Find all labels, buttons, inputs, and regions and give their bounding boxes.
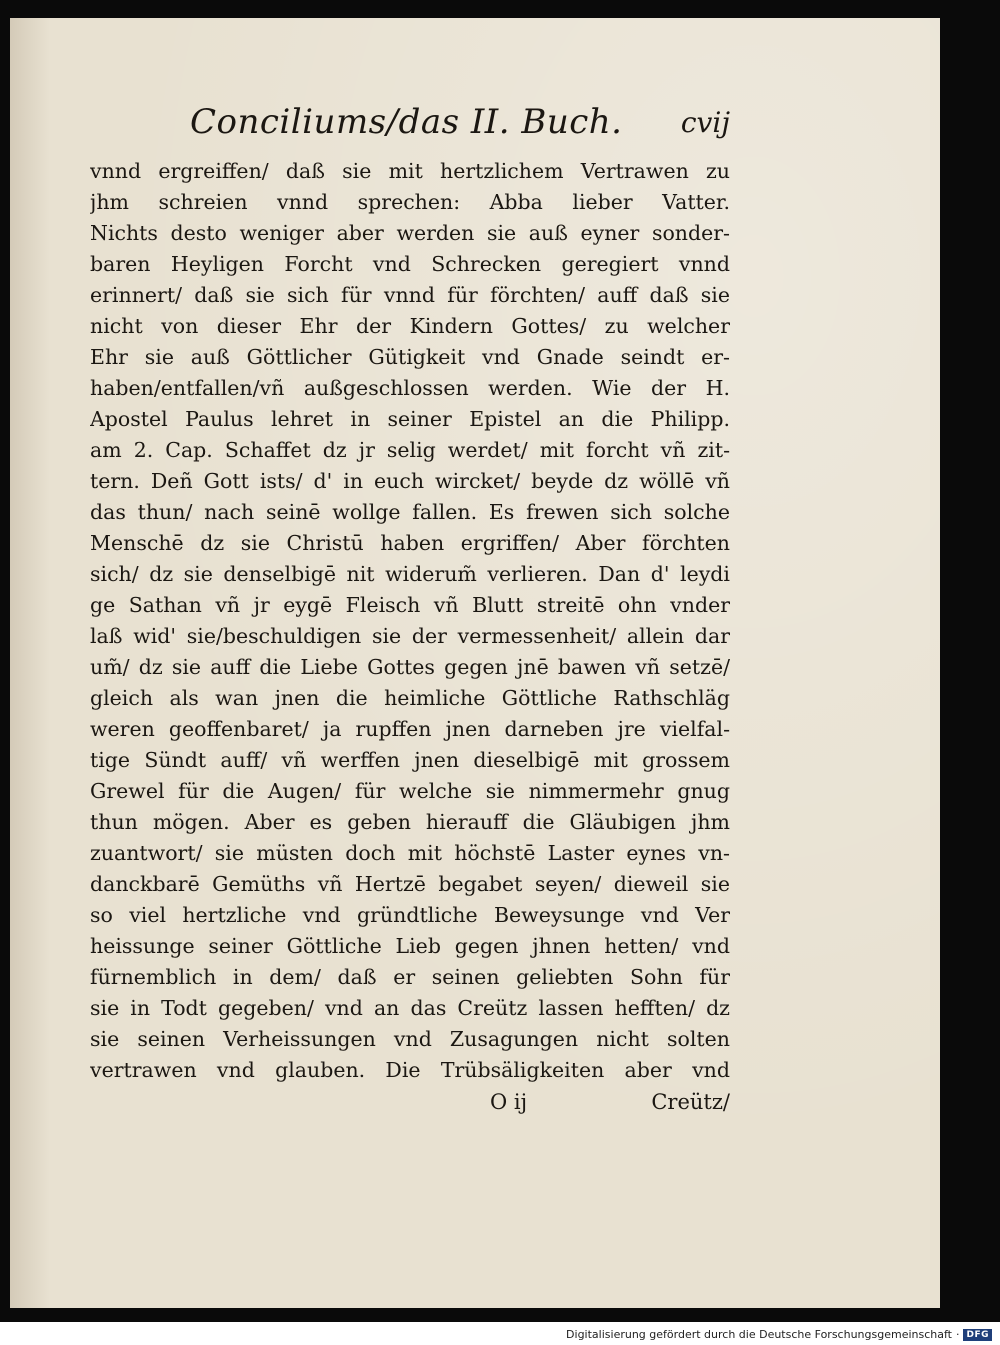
running-head: Conciliums/das II. Buch. (190, 102, 623, 142)
text-line: tige Sündt auff/ vñ werffen jnen dieselbigē mit grossem (90, 748, 730, 772)
text-line: so viel hertzliche vnd gründtliche Beweysunge vnd Ver (90, 903, 730, 927)
text-line: ge Sathan vñ jr eygē Fleisch vñ Blutt streitē ohn vnder (90, 593, 730, 617)
text-line: vertrawen vnd glauben. Die Trübsäligkeiten aber vnd (90, 1058, 730, 1082)
text-line: um̃/ dz sie auff die Liebe Gottes gegen jnē bawen vñ setzē/ (90, 655, 730, 679)
text-line: tern. Deñ Gott ists/ d' in euch wircket/ beyde dz wöllē vñ (90, 469, 730, 493)
text-line: Nichts desto weniger aber werden sie auß eyner sonder- (90, 221, 730, 245)
text-block (90, 98, 730, 1122)
text-line: das thun/ nach seinē wollge fallen. Es frewen sich solche (90, 500, 730, 524)
text-line: baren Heyligen Forcht vnd Schrecken geregiert vnnd (90, 252, 730, 276)
text-line: sie seinen Verheissungen vnd Zusagungen nicht solten (90, 1027, 730, 1051)
folio-number: cvij (680, 106, 730, 139)
catchword: Creütz/ (651, 1090, 730, 1114)
text-line: Menschē dz sie Christū haben ergriffen/ Aber förchten (90, 531, 730, 555)
text-line: danckbarē Gemüths vñ Hertzē begabet seyen/ dieweil sie (90, 872, 730, 896)
body-text (90, 156, 730, 1086)
text-line: vnnd ergreiffen/ daß sie mit hertzlichem Vertrawen zu (90, 159, 730, 183)
text-line: Ehr sie auß Göttlicher Gütigkeit vnd Gnade seindt er- (90, 345, 730, 369)
text-line: erinnert/ daß sie sich für vnnd für förchten/ auff daß sie (90, 283, 730, 307)
text-line: gleich als wan jnen die heimliche Göttliche Rathschläg (90, 686, 730, 710)
text-line: Grewel für die Augen/ für welche sie nimmermehr gnug (90, 779, 730, 803)
text-line: Apostel Paulus lehret in seiner Epistel an die Philipp. (90, 407, 730, 431)
text-line: jhm schreien vnnd sprechen: Abba lieber Vatter. (90, 190, 730, 214)
text-line: am 2. Cap. Schaffet dz jr selig werdet/ mit forcht vñ zit- (90, 438, 730, 462)
text-line: fürnemblich in dem/ daß er seinen geliebten Sohn für (90, 965, 730, 989)
text-line: thun mögen. Aber es geben hierauff die Gläubigen jhm (90, 810, 730, 834)
text-line: sie in Todt gegeben/ vnd an das Creütz lassen hefften/ dz (90, 996, 730, 1020)
text-line: weren geoffenbaret/ ja rupffen jnen darneben jre vielfal- (90, 717, 730, 741)
digitization-credit: Digitalisierung gefördert durch die Deutsche Forschungsgemeinschaft · DFG (566, 1328, 992, 1341)
text-line: sich/ dz sie denselbigē nit widerum̃ verlieren. Dan d' leydi (90, 562, 730, 586)
page-footer (90, 1090, 730, 1122)
text-line: zuantwort/ sie müsten doch mit höchstē Laster eynes vn- (90, 841, 730, 865)
text-line: nicht von dieser Ehr der Kindern Gottes/ zu welcher (90, 314, 730, 338)
book-page (10, 18, 940, 1308)
signature-mark: O ij (490, 1090, 528, 1114)
text-line: haben/entfallen/vñ außgeschlossen werden. Wie der H. (90, 376, 730, 400)
page-header (90, 98, 730, 156)
dfg-logo-icon: DFG (963, 1329, 992, 1341)
text-line: laß wid' sie/beschuldigen sie der vermessenheit/ allein dar (90, 624, 730, 648)
text-line: heissunge seiner Göttliche Lieb gegen jhnen hetten/ vnd (90, 934, 730, 958)
credit-text: Digitalisierung gefördert durch die Deutsche Forschungsgemeinschaft (566, 1328, 952, 1341)
